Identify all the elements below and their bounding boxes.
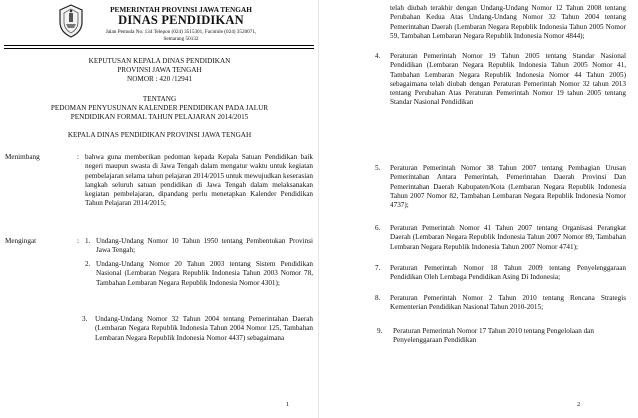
decree-subject-line2: PENDIDIKAN FORMAL TAHUN PELAJARAN 2014/2015 (70, 113, 249, 121)
mengingat-item-text: Undang-Undang Nomor 10 Tahun 1950 tentang Pembentukan Provinsi Jawa Tengah; (96, 237, 313, 255)
mengingat-item-num: 3. (82, 315, 88, 323)
mengingat-item-num: 9. (377, 327, 383, 335)
header-agency: DINAS PENDIDIKAN (118, 13, 244, 27)
decree-title-line1: KEPUTUSAN KEPALA DINAS PENDIDIKAN (88, 57, 231, 65)
decree-subject-line1: PEDOMAN PENYUSUNAN KALENDER PENDIDIKAN PADA JALUR (50, 104, 269, 112)
mengingat-3-continuation: telah diubah terakhir dengan Undang-Undang Nomor 12 Tahun 2008 tentang Perubahan Kedua Atas Undang-Undang Nomor 32 Tahun 2004 tentang Pemerintahan Daerah (Lembaran Negara Republik Indonesia Tahun 2005 Nomor 59, Tambahan Lembaran Negara Republik Indonesia Nomor 4844); (390, 4, 626, 40)
letterhead-divider (4, 45, 314, 46)
header-address: Jalan Pemuda No. 134 Telepon (024) 3515301, Facimile (024) 3520071, (105, 29, 257, 35)
mengingat-item-num: 8. (375, 294, 381, 302)
decree-title-line2: PROVINSI JAWA TENGAH (117, 66, 202, 74)
mengingat-item-text: Peraturan Pemerintah Nomor 2 Tahun 2010 tentang Rencana Strategis Kementerian Pendidikan Nasional Tahun 2010-2015; (390, 294, 626, 312)
page-2 (319, 0, 638, 418)
page-number-right: 2 (577, 401, 581, 408)
header-province: PEMERINTAH PROVINSI JAWA TENGAH (110, 5, 252, 14)
mengingat-item-text: Peraturan Pemerintah Nomor 19 Tahun 2005 tentang Standar Nasional Pendidikan (Lembaran Negara Republik Indonesia Tahun 2005 Nomor 41, Tambahan Lembaran Negara Republik Indonesia Nomor 44 Tahun 2005) sebagaimana telah diubah dengan Peraturan Pemerintah Nomor 32 tahun 2013 tentang Perubahan Atas Peraturan Pemerintah Nomor 19 tahun 2005 tentang Standar Nasional Pendidikan (390, 52, 626, 107)
decree-issuer: KEPALA DINAS PENDIDIKAN PROVINSI JAWA TENGAH (67, 131, 252, 139)
province-emblem-icon (58, 4, 84, 38)
menimbang-colon: : (77, 153, 79, 161)
mengingat-label: Mengingat (5, 237, 37, 245)
decree-about: TENTANG (142, 95, 177, 103)
mengingat-item-num: 7. (375, 264, 381, 272)
page-number-left: 1 (286, 401, 290, 408)
mengingat-item-num: 4. (375, 52, 381, 60)
mengingat-item-num: 2. (85, 260, 91, 268)
decree-number: NOMOR : 420 /12941 (127, 75, 192, 83)
mengingat-item-text: Peraturan Pemerintah Nomor 17 Tahun 2010 tentang Pengelolaan dan Penyelenggaraan Pendidikan (393, 327, 594, 345)
mengingat-item-text: Peraturan Pemerintah Nomor 18 Tahun 2009 tentang Penyelenggaraan Pendidikan Oleh Lembaga Pendidikan Asing Di Indonesia; (390, 264, 626, 282)
mengingat-item-text: Peraturan Pemerintah Nomor 38 Tahun 2007 tentang Pembagian Urusan Pemerintahan Antara Pemerintah, Pemerintahan Daerah Provinsi Dan Pemerintahan Daerah Kabupaten/Kota (Lembaran Negara Republik Indonesia Tahun 2007 Nomor 82, Tambahan Lembaran Negara Republik Indonesia Nomor 4737); (390, 164, 626, 210)
menimbang-text: bahwa guna memberikan pedoman kepada Kepala Satuan Pendidikan baik negeri maupun swasta di Jawa Tengah dalam mengatur waktu untuk kegiatan pembelajaran selama tahun pelajaran 2014/2015 untuk mewujudkan keserasian langkah seluruh satuan pendidikan di Jawa Tengah dalam melaksanakan kegiatan pembelajaran, dipandang perlu menetapkan Kalender Pendidikan Tahun Pelajaran 2014/2015; (85, 153, 313, 208)
mengingat-item-num: 1. (85, 237, 91, 245)
mengingat-item-num: 6. (375, 224, 381, 232)
mengingat-item-text: Undang-Undang Nomor 32 Tahun 2004 tentang Pemerintahan Daerah (Lembaran Negara Republik Indonesia Tahun 2004 Nomor 125, Tambahan Lembaran Negara Republik Indonesia Nomor 4437) sebagaimana (95, 315, 313, 342)
letterhead-divider-thin (4, 48, 314, 49)
menimbang-label: Menimbang (5, 153, 40, 161)
header-city: Semarang 50132 (163, 36, 199, 42)
mengingat-item-text: Peraturan Pemerintah Nomor 41 Tahun 2007 tentang Organisasi Perangkat Daerah (Lembaran Negara Republik Indonesia Tahun 2007 Nomor 89, Tambahan Lembaran Negara Republik Indonesia Tahun 2007 Nomor 4741); (390, 224, 626, 251)
mengingat-item-num: 5. (375, 164, 381, 172)
mengingat-item-text: Undang-Undang Nomor 20 Tahun 2003 tentang Sistem Pendidikan Nasional (Lembaran Negara Republik Indonesia Tahun 2003 Nomor 78, Tambahan Lembaran Negara Republik Indonesia Nomor 4301); (96, 260, 313, 287)
mengingat-colon: : (77, 237, 79, 245)
